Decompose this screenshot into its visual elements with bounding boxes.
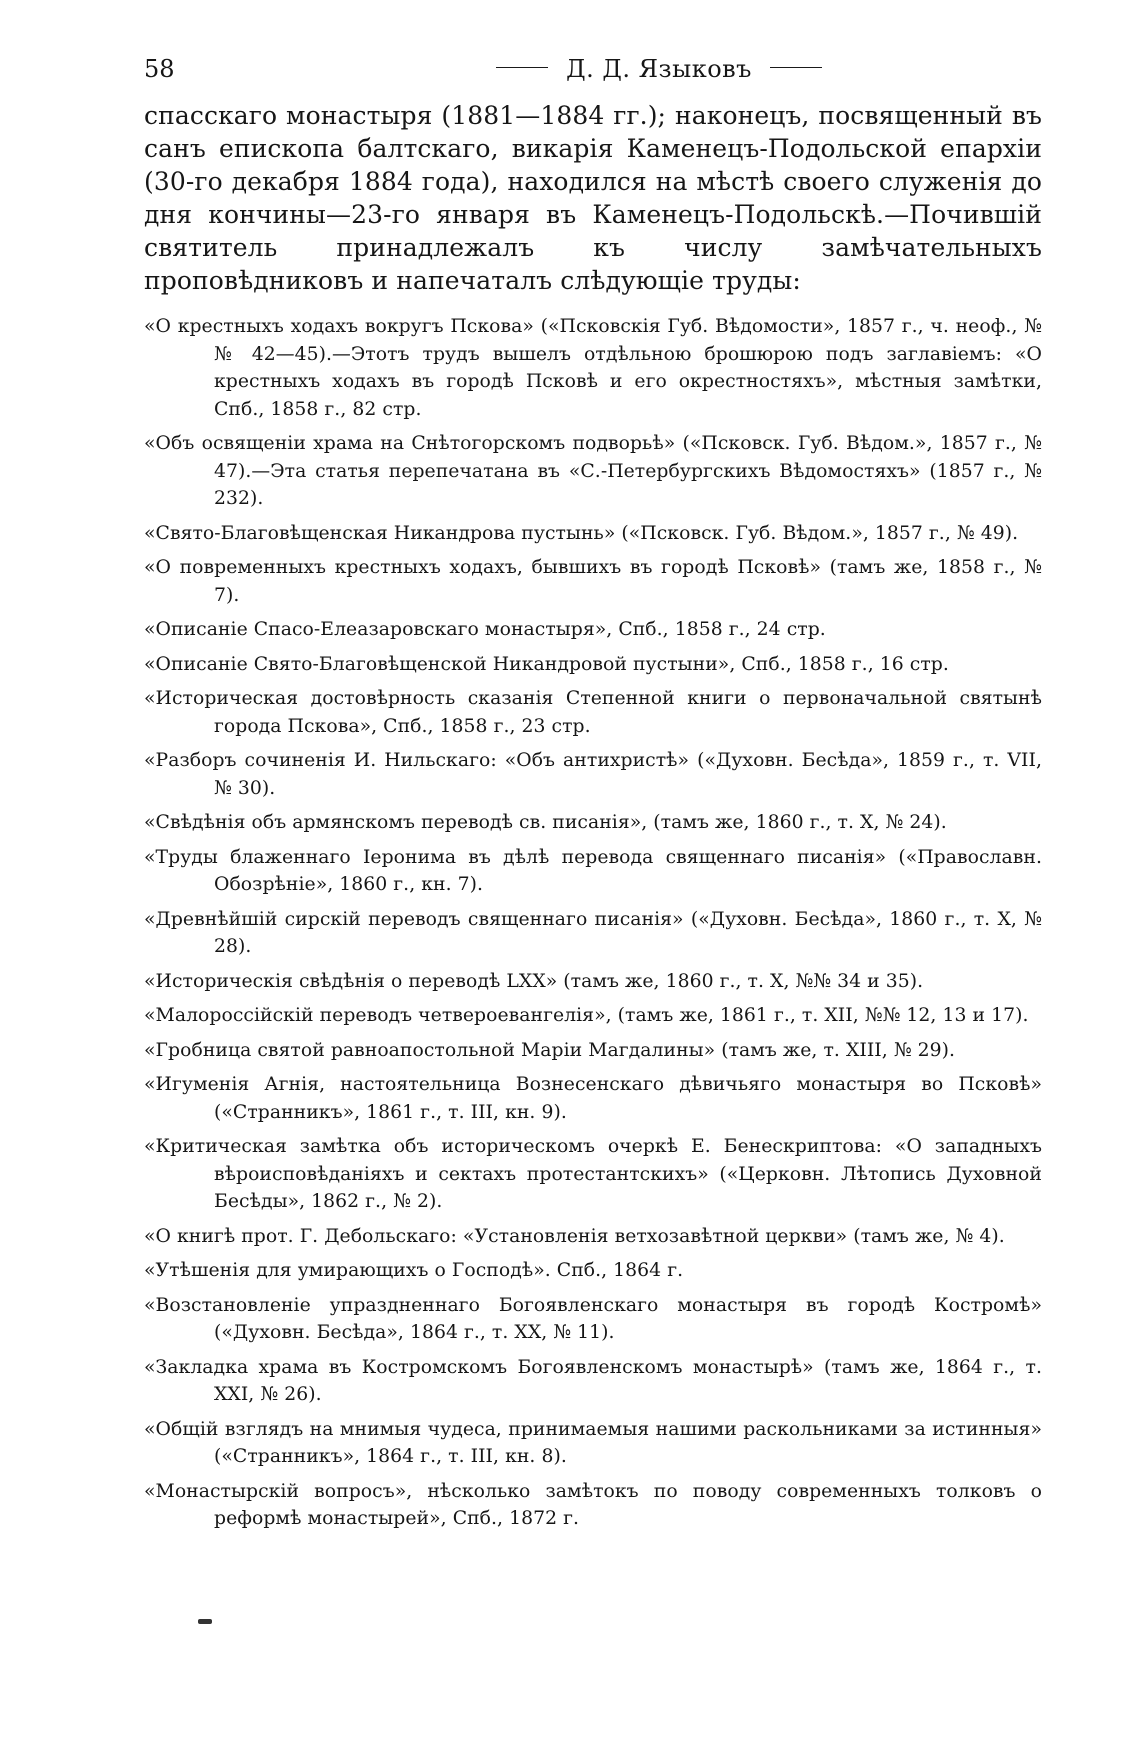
bibliography-entry: «Описаніе Спасо-Елеазаровскаго монастыря», Спб., 1858 г., 24 стр. [144,619,826,640]
bibliography-entry: «Описаніе Свято-Благовѣщенской Никандровой пустыни», Спб., 1858 г., 16 стр. [144,653,949,675]
page-header [144,52,1044,92]
ink-speck [198,1619,212,1624]
header-rule-left [496,67,548,68]
bibliography-entry: «Критическая замѣтка объ историческомъ очеркѣ Е. Бенескриптова: «О западныхъ вѣроисповѣданіяхъ и сектахъ протестантскихъ» («Церковн. Лѣтопись Духовной Бесѣды», 1862 г., № 2). [144,1136,1042,1212]
intro-paragraph: спасскаго монастыря (1881—1884 гг.); наконецъ, посвященный въ санъ епископа балтскаго, викарія Каменецъ-Подольской епархіи (30-го декабря 1884 года), находился на мѣстѣ своего служенія до дня кончины—23-го января въ Каменецъ-Подольскѣ.—Почившій святитель принадлежалъ къ числу замѣчательныхъ проповѣдниковъ и напечаталъ слѣдующіе труды: [144,101,1042,295]
bibliography-entry: «Малороссійскій переводъ четвероевангелія», (тамъ же, 1861 г., т. XII, №№ 12, 13 и 17). [144,1005,1029,1026]
bibliography-entry: «Историческая достовѣрность сказанія Степенной книги о первоначальной святынѣ города Пскова», Спб., 1858 г., 23 стр. [144,688,1042,737]
bibliography-entry: «О книгѣ прот. Г. Дебольскаго: «Установленія ветхозавѣтной церкви» (тамъ же, № 4). [144,1225,1005,1247]
bibliography-entry: «Игуменія Агнія, настоятельница Вознесенскаго дѣвичьяго монастыря во Псковѣ» («Странникъ», 1861 г., т. III, кн. 9). [144,1074,1042,1123]
bibliography-entry: «Свято-Благовѣщенская Никандрова пустынь» («Псковск. Губ. Вѣдом.», 1857 г., № 49). [144,522,1019,544]
bibliography-entry: «Монастырскій вопросъ», нѣсколько замѣтокъ по поводу современныхъ толковъ о реформѣ монастырей», Спб., 1872 г. [144,1480,1042,1529]
bibliography-entry: «Закладка храма въ Костромскомъ Богоявленскомъ монастырѣ» (тамъ же, 1864 г., т. XXI, № 26). [144,1356,1042,1405]
bibliography-entry: «Объ освященіи храма на Снѣтогорскомъ подворьѣ» («Псковск. Губ. Вѣдом.», 1857 г., № 47).—Эта статья перепечатана въ «С.-Петербургскихъ Вѣдомостяхъ» (1857 г., № 232). [144,433,1042,509]
bibliography-entry: «Историческія свѣдѣнія о переводѣ LXX» (тамъ же, 1860 г., т. X, №№ 34 и 35). [144,970,924,992]
bibliography-entry: «Свѣдѣнія объ армянскомъ переводѣ св. писанія», (тамъ же, 1860 г., т. X, № 24). [144,812,947,833]
header-rule-right [770,67,822,68]
bibliography-list [144,313,1042,1540]
bibliography-entry: «О крестныхъ ходахъ вокругъ Пскова» («Псковскія Губ. Вѣдомости», 1857 г., ч. неоф., №№ 42—45).—Этотъ трудъ вышелъ отдѣльною брошюрою подъ заглавіемъ: «О крестныхъ ходахъ въ городѣ Псковѣ и его окрестностяхъ», мѣстныя замѣтки, Спб., 1858 г., 82 стр. [144,316,1042,420]
bibliography-entry: «Разборъ сочиненія И. Нильскаго: «Объ антихристѣ» («Духовн. Бесѣда», 1859 г., т. VII, № 30). [144,750,1042,799]
running-head [434,52,884,86]
bibliography-entry: «Гробница святой равноапостольной Маріи Магдалины» (тамъ же, т. XIII, № 29). [144,1039,956,1061]
page-number: 58 [144,55,175,83]
running-title: Д. Д. Языковъ [566,55,752,83]
bibliography-entry: «Древнѣйшій сирскій переводъ священнаго писанія» («Духовн. Бесѣда», 1860 г., т. X, № 28). [144,908,1042,957]
bibliography-entry: «Общій взглядъ на мнимыя чудеса, принимаемыя нашими раскольниками за истинныя» («Странникъ», 1864 г., т. III, кн. 8). [144,1418,1042,1467]
bibliography-entry: «Возстановленіе упраздненнаго Богоявленскаго монастыря въ городѣ Костромѣ» («Духовн. Бесѣда», 1864 г., т. XX, № 11). [144,1294,1042,1343]
bibliography-entry: «О повременныхъ крестныхъ ходахъ, бывшихъ въ городѣ Псковѣ» (тамъ же, 1858 г., № 7). [144,557,1042,606]
bibliography-entry: «Утѣшенія для умирающихъ о Господѣ». Спб., 1864 г. [144,1260,684,1281]
bibliography-entry: «Труды блаженнаго Іеронима въ дѣлѣ перевода священнаго писанія» («Православн. Обозрѣніе», 1860 г., кн. 7). [144,846,1042,895]
